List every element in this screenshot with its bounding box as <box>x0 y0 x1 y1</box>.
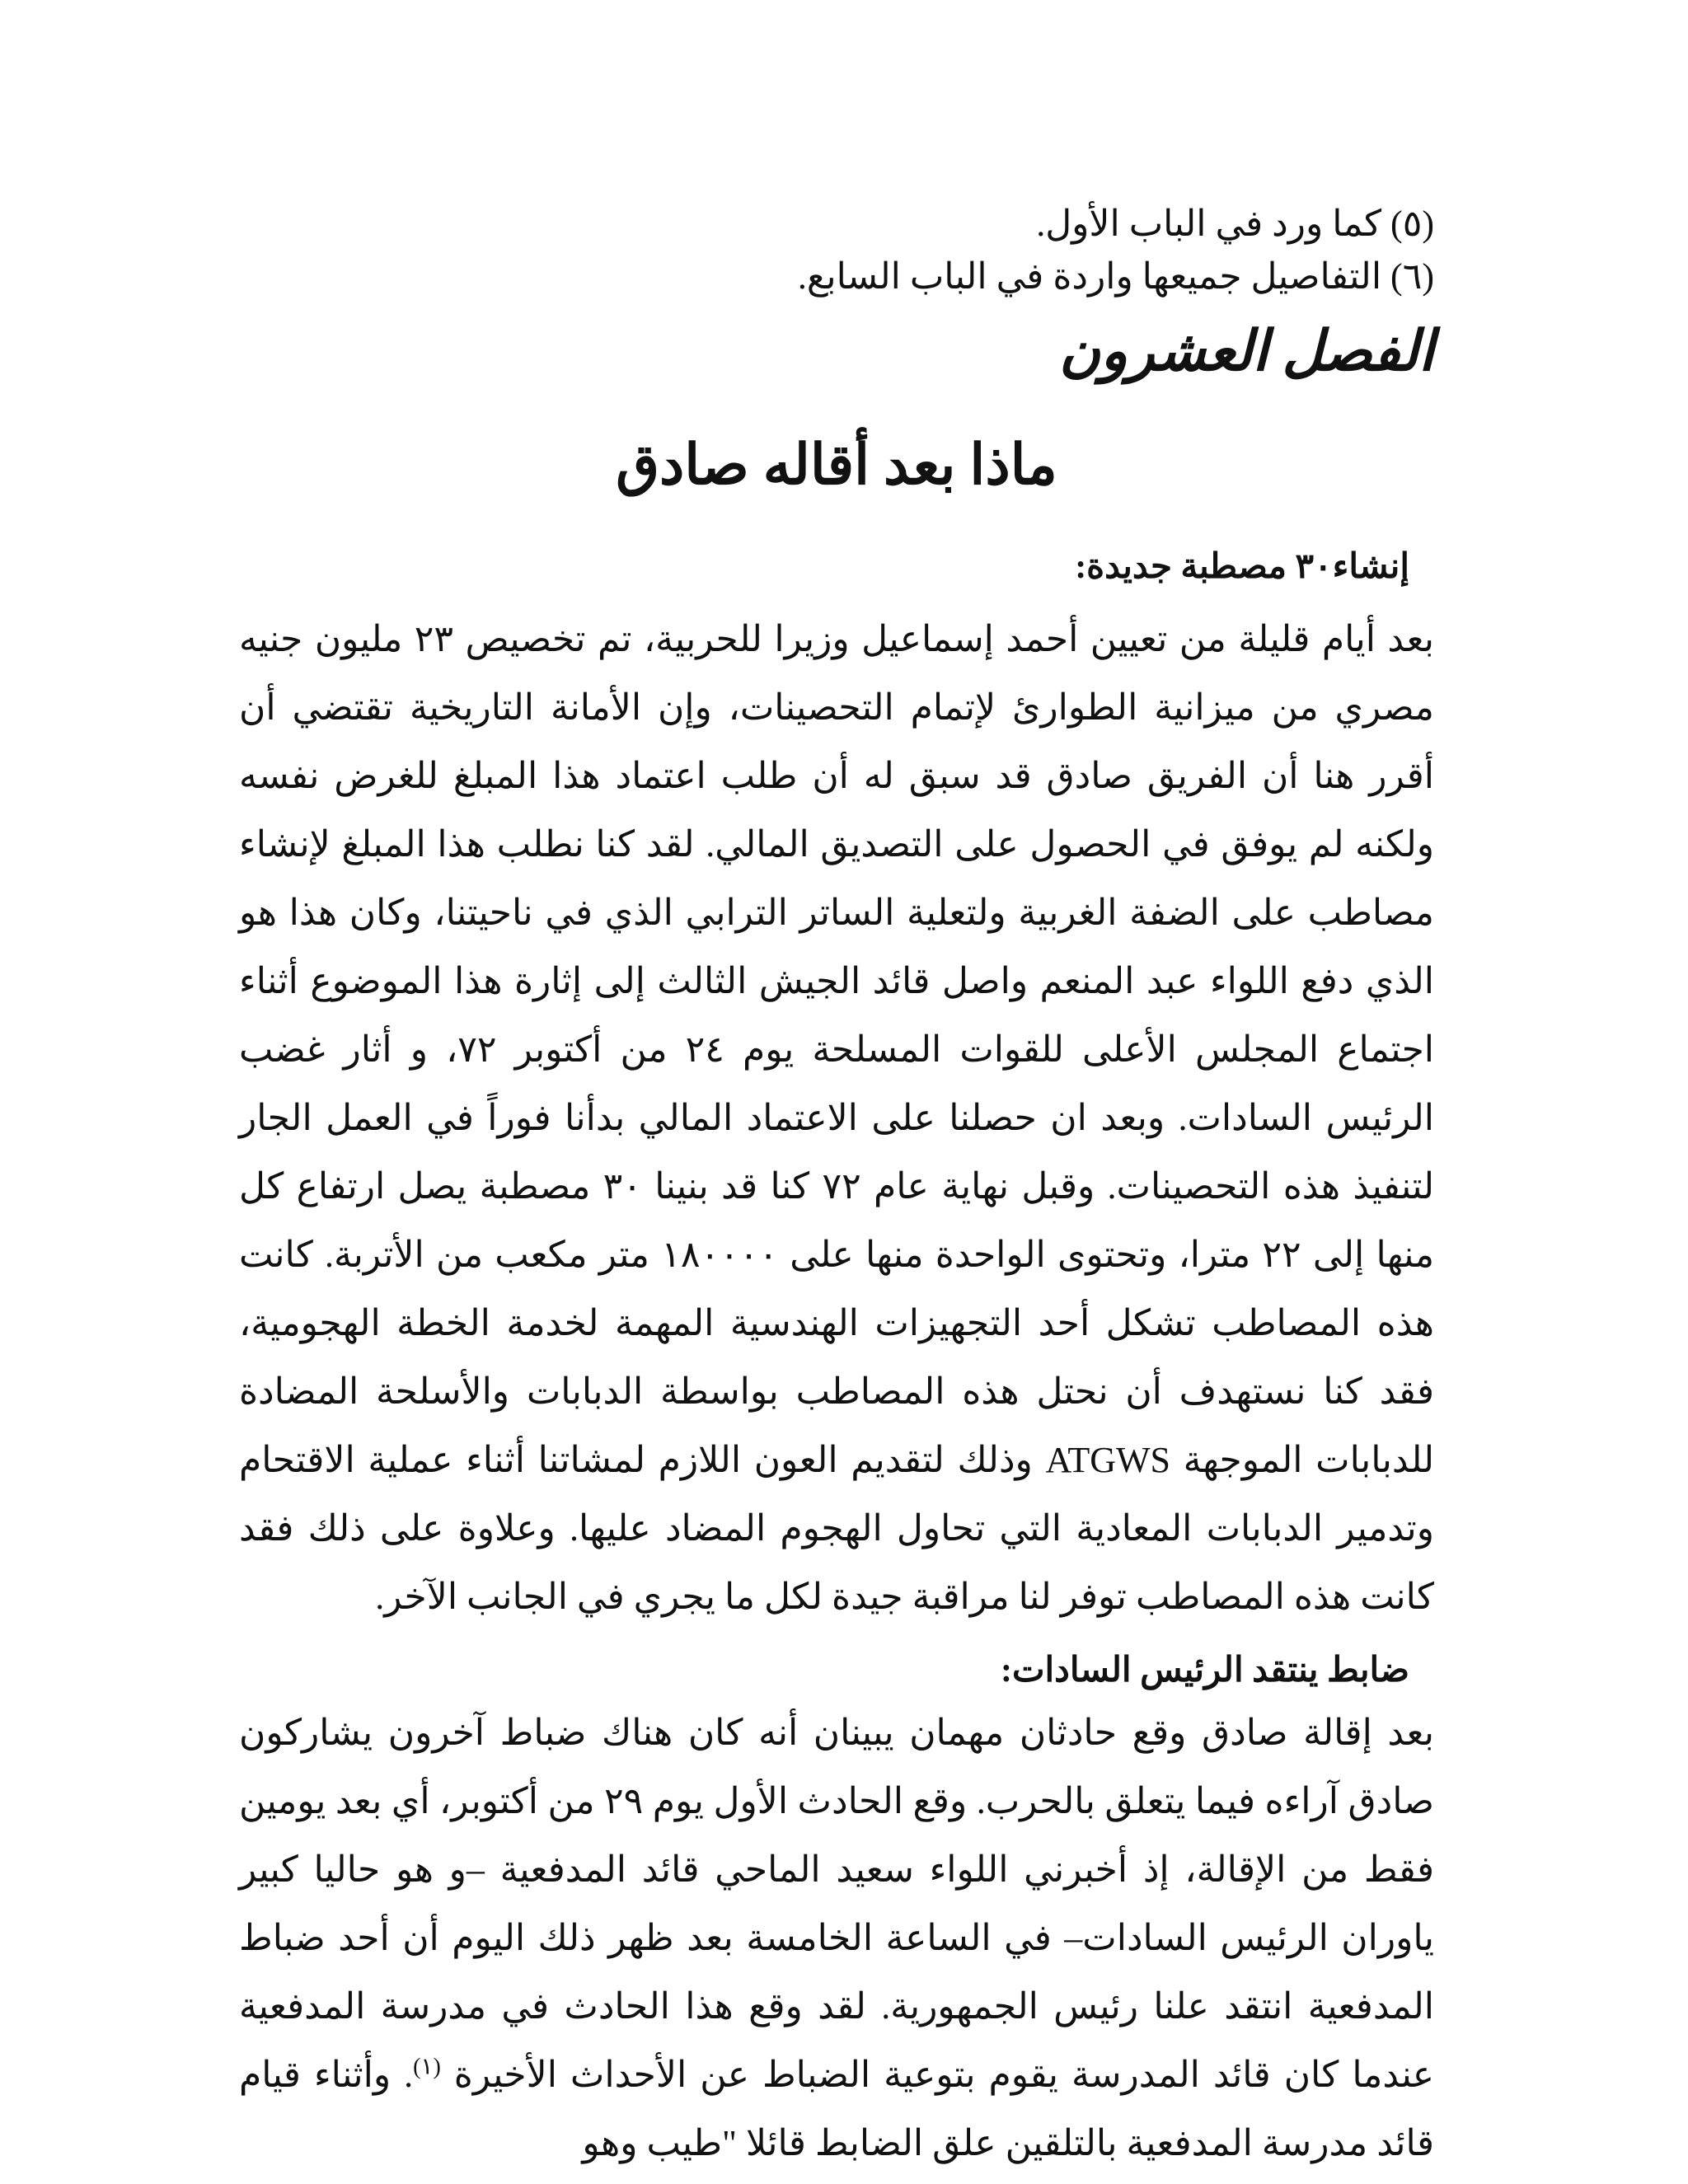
paragraph-officer-tail: . وأثناء قيام قائد مدرسة المدفعية بالتلقين علق الضابط قائلا "طيب وهو <box>239 2055 1434 2163</box>
paragraph-platforms: بعد أيام قليلة من تعيين أحمد إسماعيل وزيرا للحربية، تم تخصيص ٢٣ مليون جنيه مصري من ميزانية الطوارئ لإتمام التحصينات، وإن الأمانة التاريخية تقتضي أن أقرر هنا أن الفريق صادق قد سبق له أن طلب اعتماد هذا المبلغ للغرض نفسه ولكنه لم يوفق في الحصول على التصديق المالي. لقد كنا نطلب هذا المبلغ لإنشاء مصاطب على الضفة الغربية ولتعلية الساتر الترابي الذي في ناحيتنا، وكان هذا هو الذي دفع اللواء عبد المنعم واصل قائد الجيش الثالث إلى إثارة هذا الموضوع أثناء اجتماع المجلس الأعلى للقوات المسلحة يوم ٢٤ من أكتوبر ٧٢، و أثار غضب الرئيس السادات. وبعد ان حصلنا على الاعتماد المالي بدأنا فوراً في العمل الجار لتنفيذ هذه التحصينات. وقبل نهاية عام ٧٢ كنا قد بنينا ٣٠ مصطبة يصل ارتفاع كل منها إلى ٢٢ مترا، وتحتوى الواحدة منها على ١٨٠٠٠٠ متر مكعب من الأتربة. كانت هذه المصاطب تشكل أحد التجهيزات الهندسية المهمة لخدمة الخطة الهجومية، فقد كنا نستهدف أن نحتل هذه المصاطب بواسطة الدبابات والأسلحة المضادة للدبابات الموجهة ATGWS وذلك لتقديم العون اللازم لمشاتنا أثناء عملية الاقتحام وتدمير الدبابات المعادية التي تحاول الهجوم المضاد عليها. وعلاوة على ذلك فقد كانت هذه المصاطب توفر لنا مراقبة جيدة لكل ما يجري في الجانب الآخر. <box>239 619 1435 1617</box>
chapter-title: الفصل العشرون <box>1059 320 1434 382</box>
section-title: ماذا بعد أقاله صادق <box>616 434 1057 496</box>
document-page <box>239 198 1434 2177</box>
subheading-new-platforms: إنشاء٣٠ مصطبة جديدة: <box>1075 548 1409 586</box>
paragraph-officer-body: بعد إقالة صادق وقع حادثان مهمان يبينان أنه كان هناك ضباط آخرون يشاركون صادق آراءه فيما يتعلق بالحرب. وقع الحادث الأول يوم ٢٩ من أكتوبر، أي بعد يومين فقط من الإقالة، إذ أخبرني اللواء سعيد الماحي قائد المدفعية –و هو حاليا كبير ياوران الرئيس السادات– في الساعة الخامسة بعد ظهر ذلك اليوم أن أحد ضباط المدفعية انتقد علنا رئيس الجمهورية. لقد وقع هذا الحادث في مدرسة المدفعية عندما كان قائد المدرسة يقوم بتوعية الضباط عن الأحداث الأخيرة <box>239 1713 1434 2095</box>
subheading-officer-criticizes: ضابط ينتقد الرئيس السادات: <box>1000 1652 1409 1690</box>
paragraph-officer <box>239 1699 1434 2177</box>
footnote-5: (٥) كما ورد في الباب الأول. <box>1036 204 1434 244</box>
footnote-ref-1[interactable]: (١) <box>413 2054 441 2080</box>
footnote-6: (٦) التفاصيل جميعها واردة في الباب السابع. <box>797 256 1434 297</box>
